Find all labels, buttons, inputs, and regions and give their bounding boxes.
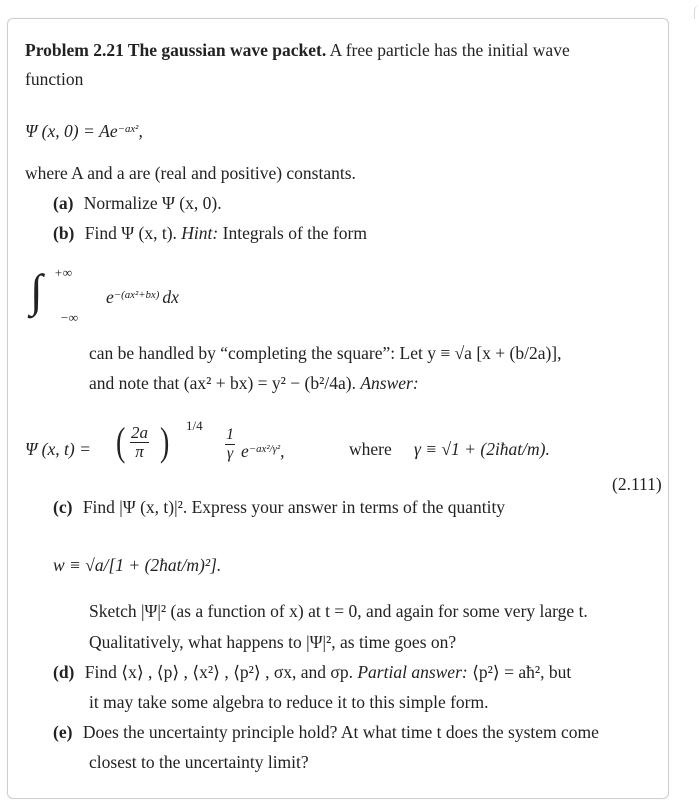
equation-initial bbox=[25, 120, 143, 142]
equation-initial-exponent: −ax² bbox=[117, 122, 139, 135]
gamma-denominator: γ bbox=[226, 445, 234, 462]
integral-lower-limit: −∞ bbox=[60, 310, 79, 325]
fraction-numerator: 2a bbox=[131, 423, 148, 442]
integral-dx: dx bbox=[162, 287, 179, 307]
part-d bbox=[53, 661, 571, 683]
part-e bbox=[53, 721, 599, 743]
integral-upper-limit: +∞ bbox=[54, 265, 73, 280]
one-numerator: 1 bbox=[226, 426, 234, 443]
equation-number: (2.111) bbox=[612, 474, 662, 494]
hint-label: Hint: bbox=[181, 223, 219, 243]
answer-exponential bbox=[241, 440, 285, 462]
answer-fraction bbox=[130, 424, 149, 461]
constants-statement: where A and a are (real and positive) constants. bbox=[25, 163, 356, 183]
part-b bbox=[53, 222, 367, 244]
completing-square-line2 bbox=[89, 372, 419, 394]
left-paren: ( bbox=[115, 419, 126, 464]
part-a-label: (a) bbox=[53, 193, 74, 213]
right-paren: ) bbox=[159, 419, 170, 464]
part-d-text: Find ⟨x⟩ , ⟨p⟩ , ⟨x²⟩ , ⟨p²⟩ , σx, and σp. bbox=[84, 662, 353, 682]
answer-lhs: Ψ (x, t) = bbox=[25, 439, 91, 459]
answer-power: 1/4 bbox=[186, 418, 203, 433]
part-e-line2: closest to the uncertainty limit? bbox=[89, 752, 309, 772]
integral-body bbox=[106, 286, 179, 308]
part-e-text: Does the uncertainty principle hold? At what time t does the system come bbox=[82, 722, 599, 742]
part-b-label: (b) bbox=[53, 223, 75, 243]
answer-one-over-gamma bbox=[225, 426, 235, 463]
part-c-text: Find |Ψ (x, t)|². Express your answer in terms of the quantity bbox=[82, 497, 506, 517]
answer-label: Answer: bbox=[360, 373, 419, 393]
sketch-line2: Qualitatively, what happens to |Ψ|², as time goes on? bbox=[89, 632, 457, 652]
part-c-label: (c) bbox=[53, 497, 73, 517]
problem-intro-line bbox=[25, 39, 570, 61]
fraction-denominator: π bbox=[135, 442, 144, 461]
gamma-definition: γ ≡ √1 + (2iħat/m). bbox=[414, 439, 550, 459]
completing-square-line1: can be handled by “completing the square”: Let y ≡ √a [x + (b/2a)], bbox=[89, 343, 562, 363]
part-e-label: (e) bbox=[53, 722, 73, 742]
exp-exponent: −ax²/γ² bbox=[248, 442, 281, 455]
exp-base: e bbox=[241, 441, 249, 461]
part-a bbox=[53, 192, 222, 214]
adjacent-card-edge bbox=[694, 5, 699, 19]
equation-initial-lhs: Ψ (x, 0) = Ae bbox=[25, 121, 118, 141]
equation-initial-tail: , bbox=[138, 121, 143, 141]
part-d-line2: it may take some algebra to reduce it to this simple form. bbox=[89, 692, 489, 712]
problem-intro-text: A free particle has the initial wave bbox=[329, 40, 570, 60]
answer-where: where bbox=[349, 439, 392, 459]
partial-answer-text: ⟨p²⟩ = aħ², but bbox=[472, 662, 572, 682]
part-c bbox=[53, 496, 505, 518]
part-b-text: Find Ψ (x, t). bbox=[84, 223, 177, 243]
problem-intro-line2: function bbox=[25, 69, 84, 89]
hint-text: Integrals of the form bbox=[222, 223, 367, 243]
answer-comma: , bbox=[280, 441, 285, 461]
part-a-text: Normalize Ψ (x, 0). bbox=[83, 193, 222, 213]
problem-heading: Problem 2.21 The gaussian wave packet. bbox=[25, 40, 327, 60]
integral-sign: ∫ bbox=[30, 265, 43, 316]
completing-square-text: and note that (ax² + bx) = y² − (b²/4a). bbox=[89, 373, 356, 393]
partial-answer-label: Partial answer: bbox=[357, 662, 468, 682]
integrand-exponent: −(ax²+bx) bbox=[113, 288, 160, 301]
part-d-label: (d) bbox=[53, 662, 75, 682]
integrand-base: e bbox=[106, 287, 114, 307]
equation-w: w ≡ √a/[1 + (2ħat/m)²]. bbox=[53, 555, 222, 575]
sketch-line1: Sketch |Ψ|² (as a function of x) at t = 0, and again for some very large t. bbox=[89, 601, 588, 621]
